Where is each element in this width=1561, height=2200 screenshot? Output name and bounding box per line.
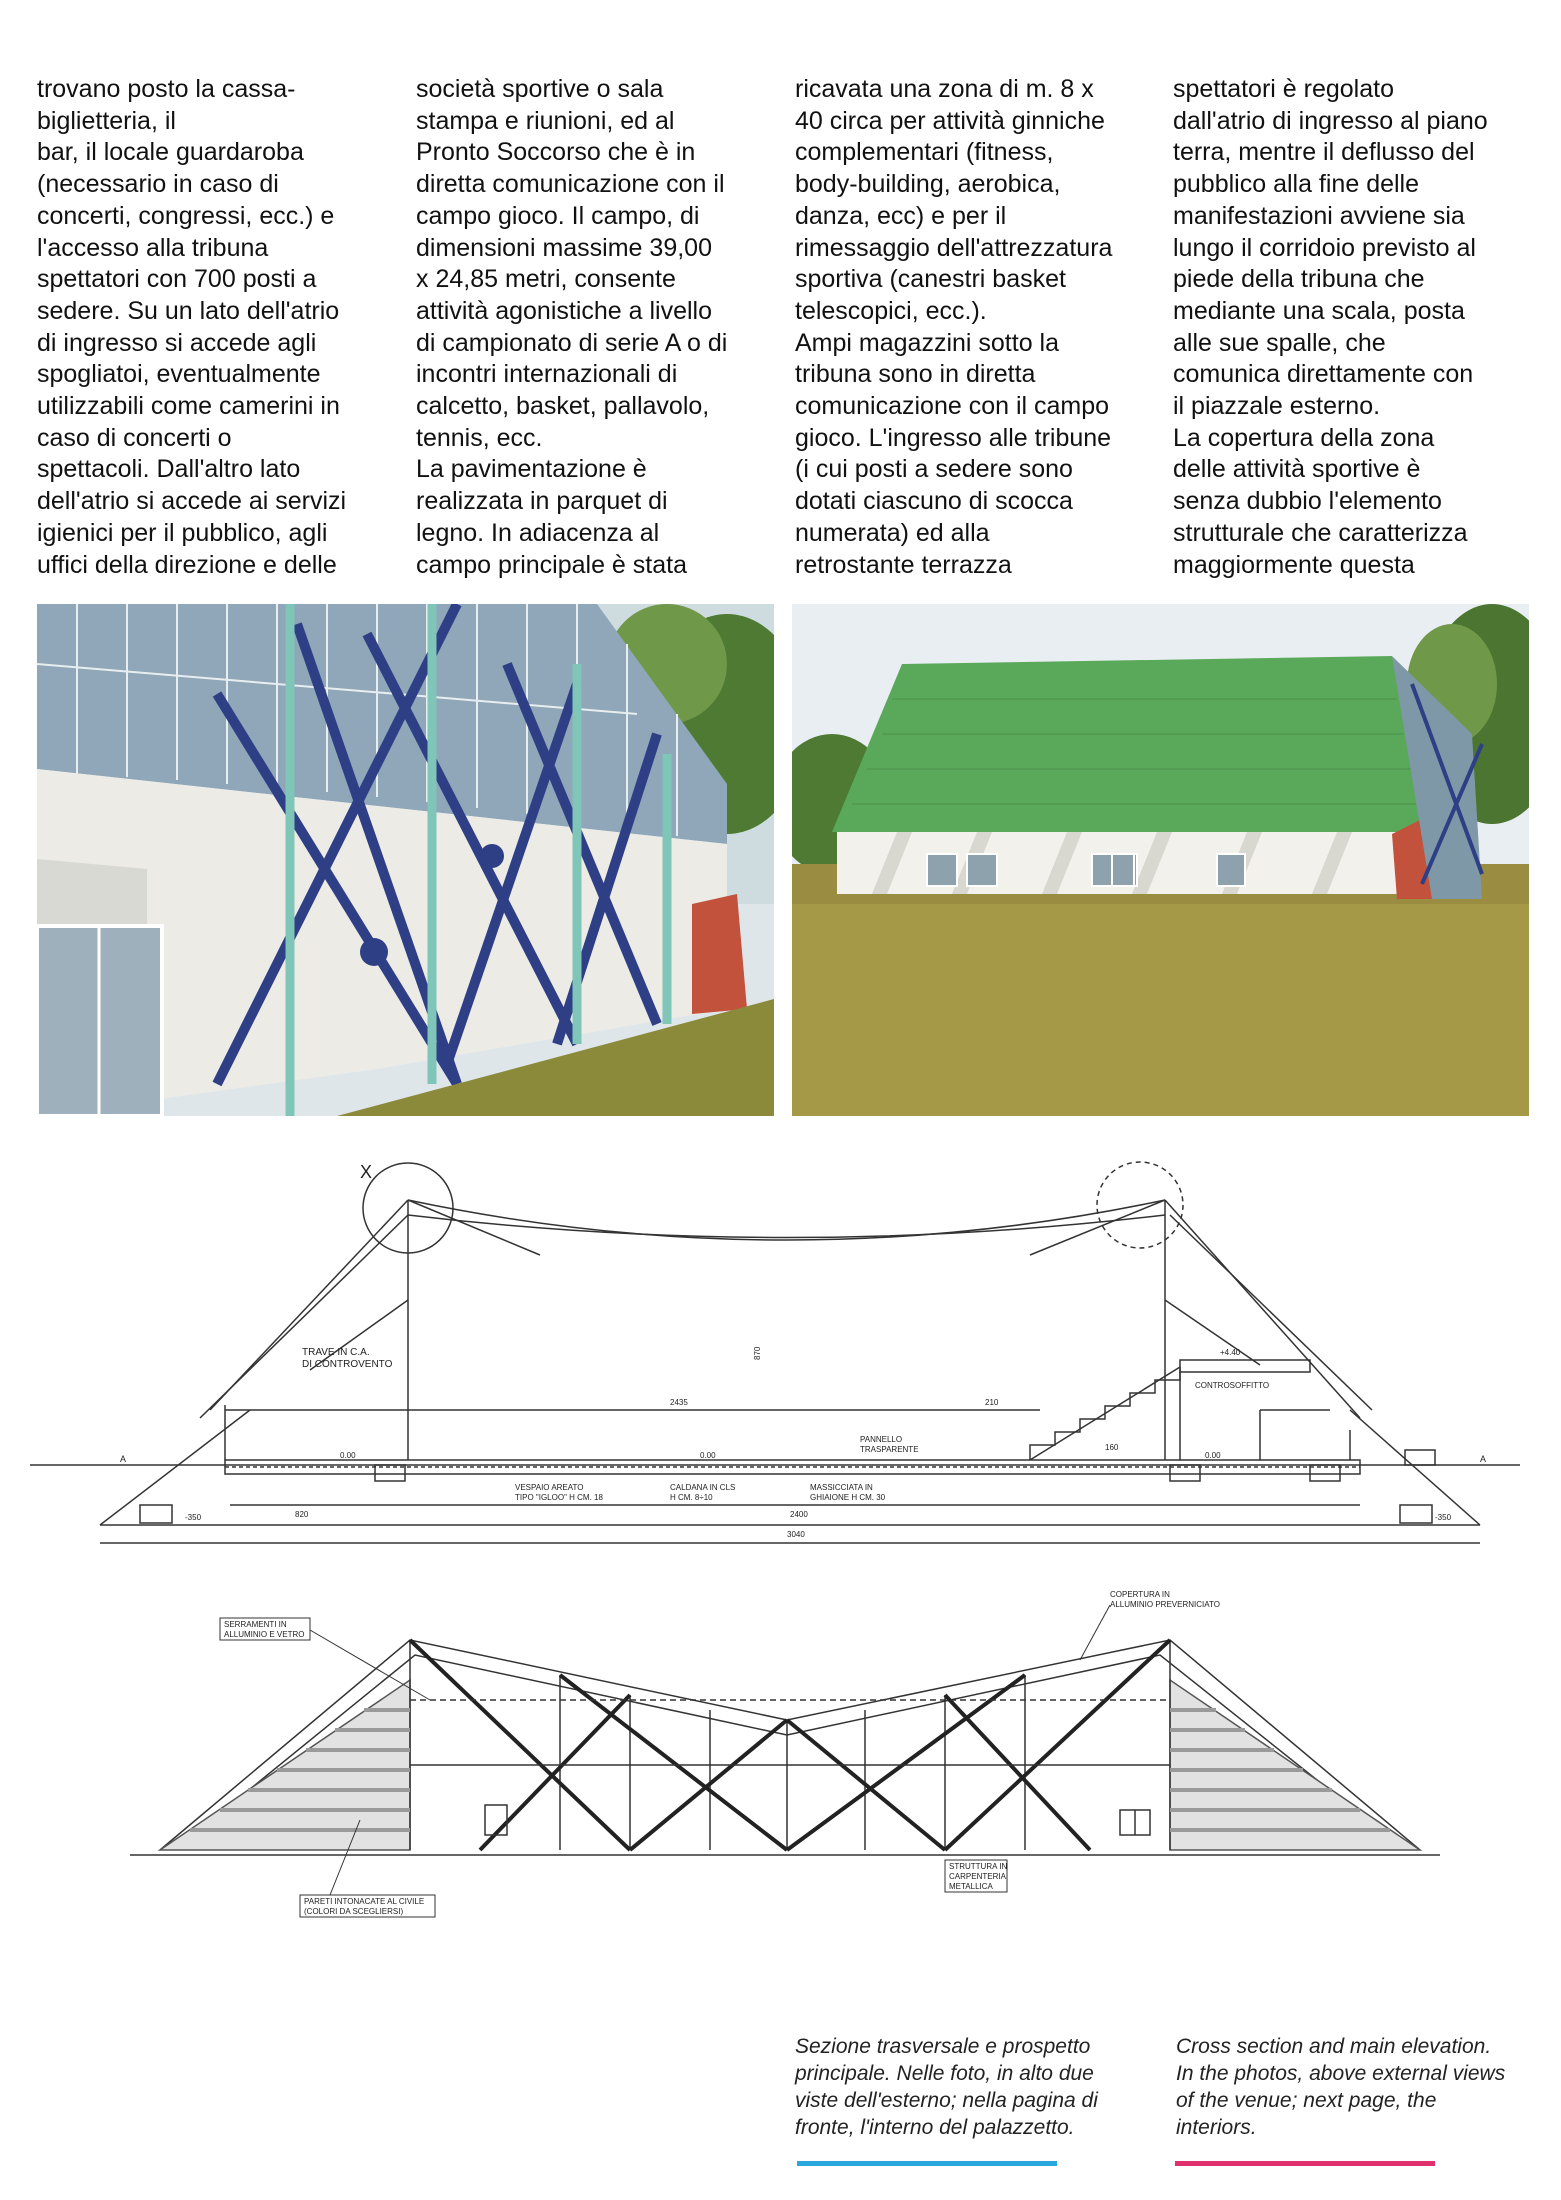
caption-rule-pink bbox=[1175, 2161, 1435, 2166]
body-text: trovano posto la cassa- biglietteria, il bar, il locale guardaroba (necessario in caso di concerti, congressi, ecc.) e l'accesso alla tribuna spettatori con 700 posti a sedere. Su un lato dell'atrio di ingresso si accede agli spogliatoi, eventualmente utilizzabili come camerini in caso di concerti o spettacoli. Dall'altro lato dell'atrio si accede ai servizi igienici per il pubblico, agli uffici della direzione e delle bbox=[37, 75, 347, 579]
label-struttura-1: STRUTTURA IN bbox=[949, 1862, 1008, 1871]
caption-english: Cross section and main elevation. In the photos, above external views of the venue; next page, the interiors. bbox=[1176, 2035, 1506, 2139]
label-caldana-2: H CM. 8÷10 bbox=[670, 1493, 713, 1502]
label-massiccia-2: GHIAIONE H CM. 30 bbox=[810, 1493, 886, 1502]
section-mark-left: A bbox=[120, 1454, 127, 1464]
body-text: società sportive o sala stampa e riunioni, ed al Pronto Soccorso che è in diretta comunicazione con il campo gioco. Il campo, di dimensioni massime 39,00 x 24,85 metri, consente attività agonistiche a livello di campionato di serie A o di incontri internazionali di calcetto, basket, pallavolo, tennis, ecc. La pavimentazione è realizzata in parquet di legno. In adiacenza al campo principale è stata bbox=[416, 75, 728, 579]
text-column-1 bbox=[37, 74, 387, 581]
label-serramenti-1: SERRAMENTI IN bbox=[224, 1620, 287, 1629]
label-copertura-2: ALLUMINIO PREVERNICIATO bbox=[1110, 1600, 1220, 1609]
label-trave-1: TRAVE IN C.A. bbox=[302, 1347, 370, 1358]
label-vespaio-1: VESPAIO AREATO bbox=[515, 1483, 584, 1492]
body-text: ricavata una zona di m. 8 x 40 circa per attività ginniche complementari (fitness, body-building, aerobica, danza, ecc) e per il rimessaggio dell'attrezzatura sportiva (canestri basket telescopici, ecc.). Ampi magazzini sotto la tribuna sono in diretta comunicazione con il campo gioco. L'ingresso alle tribune (i cui posti a sedere sono dotati ciascuno di scocca numerata) ed alla retrostante terrazza bbox=[795, 75, 1113, 579]
dim-210: 210 bbox=[985, 1398, 999, 1407]
text-column-3 bbox=[795, 74, 1145, 581]
photo-facade-truss-image bbox=[37, 604, 774, 1116]
photo-green-roof-building bbox=[792, 604, 1529, 1116]
dim-160: 160 bbox=[1105, 1443, 1119, 1452]
dim-820: 820 bbox=[295, 1510, 309, 1519]
body-text: spettatori è regolato dall'atrio di ingresso al piano terra, mentre il deflusso del pubblico alla fine delle manifestazioni avviene sia lungo il corridoio previsto al piede della tribuna che mediante una scala, posta alle sue spalle, che comunica direttamente con il piazzale esterno. La copertura della zona delle attività sportive è senza dubbio l'elemento strutturale che caratterizza maggiormente questa bbox=[1173, 75, 1488, 579]
dim-2435: 2435 bbox=[670, 1398, 688, 1407]
label-vespaio-2: TIPO "IGLOO" H CM. 18 bbox=[515, 1493, 603, 1502]
level-440: +4.40 bbox=[1220, 1348, 1241, 1357]
label-controsoffitto: CONTROSOFFITTO bbox=[1195, 1381, 1270, 1390]
technical-drawings bbox=[30, 1160, 1530, 1920]
text-column-2 bbox=[416, 74, 766, 581]
label-pannello-2: TRASPARENTE bbox=[860, 1445, 919, 1454]
label-serramenti-2: ALLUMINIO E VETRO bbox=[224, 1630, 305, 1639]
label-pannello-1: PANNELLO bbox=[860, 1435, 903, 1444]
detail-mark-x: X bbox=[360, 1162, 373, 1182]
level-000-c: 0.00 bbox=[1205, 1451, 1221, 1460]
section-mark-right: A bbox=[1480, 1454, 1487, 1464]
dim-2400: 2400 bbox=[790, 1510, 808, 1519]
photo-facade-truss bbox=[37, 604, 774, 1116]
label-pareti-2: (COLORI DA SCEGLIERSI) bbox=[304, 1907, 404, 1916]
label-copertura-1: COPERTURA IN bbox=[1110, 1590, 1170, 1599]
level-350-left: -350 bbox=[185, 1513, 202, 1522]
photo-green-roof-image bbox=[792, 604, 1529, 1116]
label-massiccia-1: MASSICCIATA IN bbox=[810, 1483, 873, 1492]
cross-section-and-elevation bbox=[30, 1160, 1530, 1920]
label-struttura-2: CARPENTERIA bbox=[949, 1872, 1006, 1881]
label-trave-2: DI CONTROVENTO bbox=[302, 1359, 393, 1370]
caption-italian: Sezione trasversale e prospetto principale. Nelle foto, in alto due viste dell'esterno; nella pagina di fronte, l'interno del palazzetto. bbox=[795, 2035, 1098, 2139]
label-struttura-3: METALLICA bbox=[949, 1882, 993, 1891]
level-000-a: 0.00 bbox=[340, 1451, 356, 1460]
label-pareti-1: PARETI INTONACATE AL CIVILE bbox=[304, 1897, 425, 1906]
text-column-4 bbox=[1173, 74, 1523, 581]
level-000-b: 0.00 bbox=[700, 1451, 716, 1460]
level-350-right: -350 bbox=[1435, 1513, 1452, 1522]
dim-870: 870 bbox=[753, 1346, 762, 1360]
label-caldana-1: CALDANA IN CLS bbox=[670, 1483, 736, 1492]
dim-3040: 3040 bbox=[787, 1530, 805, 1539]
caption-rule-blue bbox=[797, 2161, 1057, 2166]
